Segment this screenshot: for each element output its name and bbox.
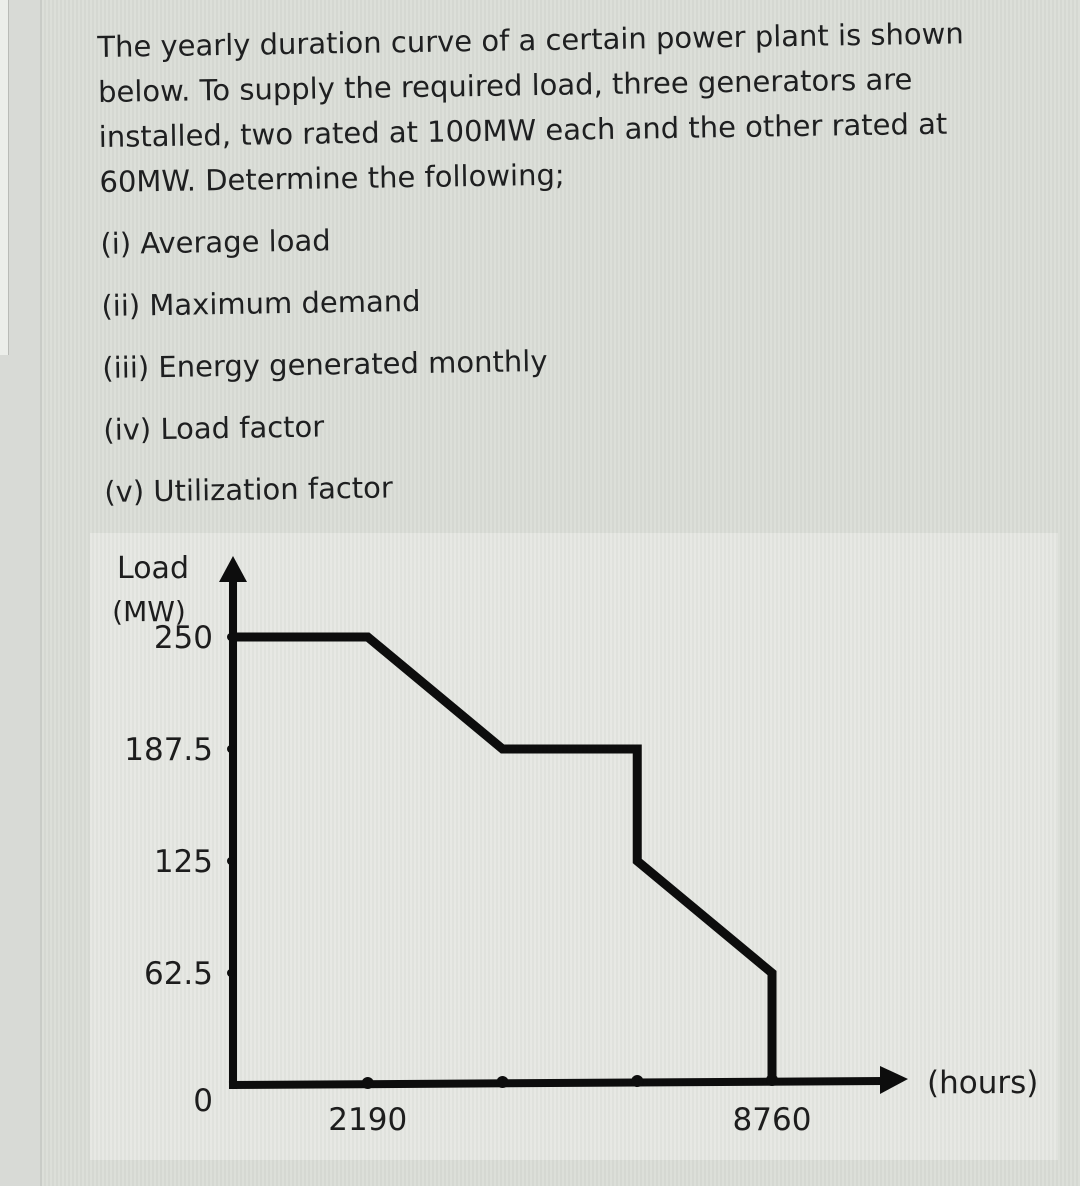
question-item-maximum-demand: (ii) Maximum demand xyxy=(101,283,421,323)
y-axis-label-unit: (MW) xyxy=(112,595,186,628)
x-tick-mark-1 xyxy=(497,1076,509,1088)
question-item-energy-monthly: (iii) Energy generated monthly xyxy=(102,343,548,385)
y-tick-mark-1 xyxy=(227,969,235,977)
x-axis xyxy=(229,1081,885,1085)
x-tick-mark-2 xyxy=(631,1075,643,1087)
question-line-1: The yearly duration curve of a certain power plant is shown xyxy=(97,16,964,64)
x-tick-label-3: 8760 xyxy=(732,1102,812,1138)
y-tick-label-3: 187.5 xyxy=(124,732,213,768)
question-item-load-factor: (iv) Load factor xyxy=(103,409,325,447)
x-axis-arrow xyxy=(880,1066,908,1094)
y-tick-label-0: 0 xyxy=(193,1083,213,1119)
y-tick-label-4: 250 xyxy=(153,620,213,656)
question-line-4: 60MW. Determine the following; xyxy=(99,157,565,199)
x-tick-mark-0 xyxy=(362,1077,374,1089)
question-line-2: below. To supply the required load, three generators are xyxy=(97,62,913,109)
x-tick-label-0: 2190 xyxy=(328,1102,408,1138)
y-axis-arrow xyxy=(219,556,247,582)
load-duration-curve xyxy=(233,637,772,1085)
x-axis-label-hours: (hours) xyxy=(927,1065,1039,1101)
question-item-average-load: (i) Average load xyxy=(100,223,331,261)
question-item-utilization-factor: (v) Utilization factor xyxy=(104,470,394,509)
y-tick-label-1: 62.5 xyxy=(143,956,213,992)
y-tick-mark-2 xyxy=(227,857,235,865)
y-tick-label-2: 125 xyxy=(153,844,213,880)
question-line-3: installed, two rated at 100MW each and the other rated at xyxy=(98,106,948,154)
y-axis-label-load: Load xyxy=(117,551,189,586)
y-tick-mark-3 xyxy=(227,745,235,753)
y-ticks xyxy=(124,620,235,1119)
